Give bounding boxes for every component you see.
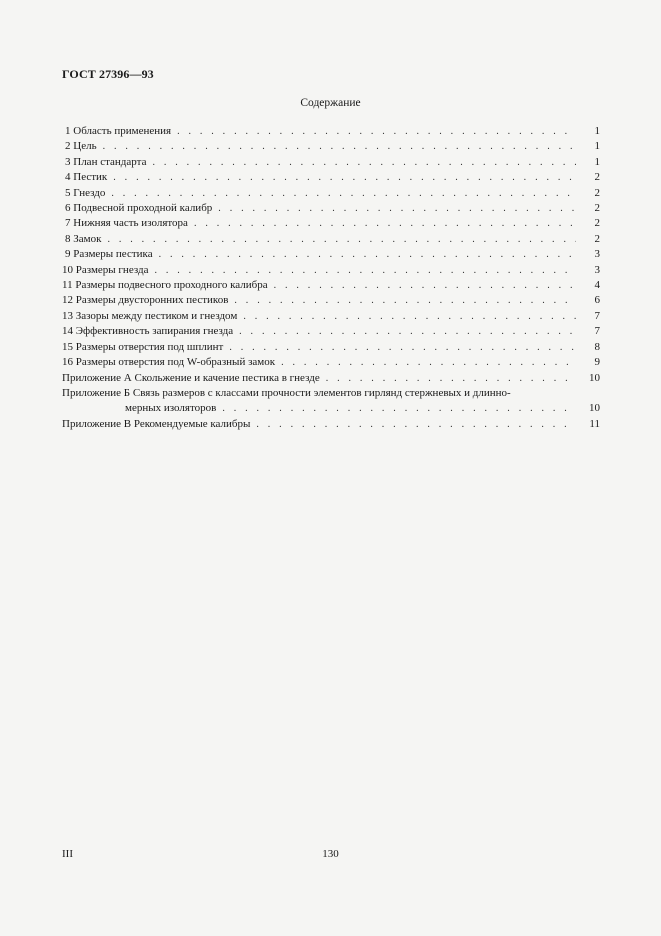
dot-leader	[234, 293, 576, 308]
toc-entry[interactable]	[62, 293, 600, 308]
table-of-contents	[62, 124, 600, 432]
toc-entry[interactable]	[62, 124, 600, 139]
dot-leader	[177, 124, 576, 139]
toc-entry-label: 13 Зазоры между пестиком и гнездом	[62, 309, 238, 322]
page-number: 130	[322, 848, 339, 860]
toc-entry-label: 11 Размеры подвесного проходного калибра	[62, 279, 268, 292]
toc-entry-page: 1	[594, 155, 600, 168]
toc-entry-page: 9	[594, 356, 600, 369]
toc-entry[interactable]	[62, 155, 600, 170]
toc-entry-page: 3	[594, 248, 600, 261]
toc-entry-page: 10	[589, 371, 600, 384]
toc-entry-label: Приложение В Рекомендуемые калибры	[62, 417, 251, 430]
toc-entry-page: 7	[594, 325, 600, 338]
dot-leader	[159, 247, 576, 262]
toc-entry-page: 10	[589, 402, 600, 415]
dot-leader	[274, 278, 576, 293]
toc-entry-page: 2	[594, 232, 600, 245]
toc-entry-label-line1: Приложение Б Связь размеров с классами прочности элементов гирлянд стержневых и длинно-	[62, 386, 511, 399]
toc-entry-page: 8	[594, 340, 600, 353]
toc-entry-page: 2	[594, 202, 600, 215]
dot-leader	[222, 401, 576, 416]
toc-entry-label: 12 Размеры двусторонних пестиков	[62, 294, 229, 307]
dot-leader	[103, 139, 576, 154]
dot-leader	[111, 186, 576, 201]
dot-leader	[194, 216, 576, 231]
dot-leader	[218, 201, 576, 216]
toc-entry[interactable]	[62, 201, 600, 216]
dot-leader	[113, 170, 576, 185]
toc-entry-label: Приложение А Скольжение и качение пестика в гнезде	[62, 371, 320, 384]
toc-entry[interactable]	[62, 232, 600, 247]
toc-entry-page: 3	[594, 263, 600, 276]
dot-leader	[229, 340, 576, 355]
toc-entry[interactable]	[62, 324, 600, 339]
dot-leader	[256, 417, 576, 432]
toc-entry[interactable]	[62, 355, 600, 370]
toc-entry-label: 5 Гнездо	[65, 186, 106, 199]
toc-entry-page: 2	[594, 217, 600, 230]
toc-entry[interactable]	[62, 170, 600, 185]
dot-leader	[326, 371, 576, 386]
toc-entry-label: 1 Область применения	[65, 125, 172, 137]
toc-entry-label: 10 Размеры гнезда	[62, 263, 149, 276]
document-code: ГОСТ 27396—93	[62, 67, 154, 81]
toc-entry-appendix-c[interactable]	[62, 417, 600, 432]
toc-entry[interactable]	[62, 263, 600, 278]
toc-entry[interactable]	[62, 340, 600, 355]
toc-entry[interactable]	[62, 247, 600, 262]
toc-entry-label: 14 Эффективность запирания гнезда	[62, 325, 234, 338]
dot-leader	[243, 309, 576, 324]
dot-leader	[107, 232, 576, 247]
toc-entry[interactable]	[62, 216, 600, 231]
toc-entry-page: 1	[594, 140, 600, 153]
toc-entry-label: 8 Замок	[65, 232, 102, 245]
roman-page-number: III	[62, 848, 73, 860]
toc-entry-page: 6	[594, 294, 600, 307]
toc-title: Содержание	[300, 97, 361, 109]
toc-entry[interactable]	[62, 278, 600, 293]
toc-entry-label: 6 Подвесной проходной калибр	[65, 202, 213, 215]
toc-entry-label: 15 Размеры отверстия под шплинт	[62, 340, 224, 353]
toc-entry-page: 2	[594, 186, 600, 199]
toc-entry-label: 3 План стандарта	[65, 155, 147, 168]
toc-entry-page: 11	[589, 417, 600, 430]
toc-entry[interactable]	[62, 309, 600, 324]
toc-entry[interactable]	[62, 371, 600, 386]
dot-leader	[239, 324, 576, 339]
toc-entry-page: 4	[594, 279, 600, 292]
toc-entry-page: 7	[594, 309, 600, 322]
toc-entry-page: 1	[594, 125, 600, 137]
toc-entry-label: 2 Цель	[65, 140, 97, 153]
dot-leader	[154, 263, 576, 278]
toc-entry-label: 16 Размеры отверстия под W-образный замок	[62, 356, 276, 369]
toc-entry-label-line2: мерных изоляторов	[125, 402, 217, 415]
dot-leader	[281, 355, 576, 370]
toc-entry[interactable]	[62, 186, 600, 201]
toc-entry-label: 4 Пестик	[65, 171, 108, 184]
dot-leader	[152, 155, 576, 170]
toc-entry-label: 7 Нижняя часть изолятора	[65, 217, 188, 230]
toc-entry-page: 2	[594, 171, 600, 184]
toc-entry-label: 9 Размеры пестика	[65, 248, 153, 261]
toc-entry[interactable]	[62, 139, 600, 154]
toc-entry-appendix-b[interactable]	[62, 386, 600, 417]
